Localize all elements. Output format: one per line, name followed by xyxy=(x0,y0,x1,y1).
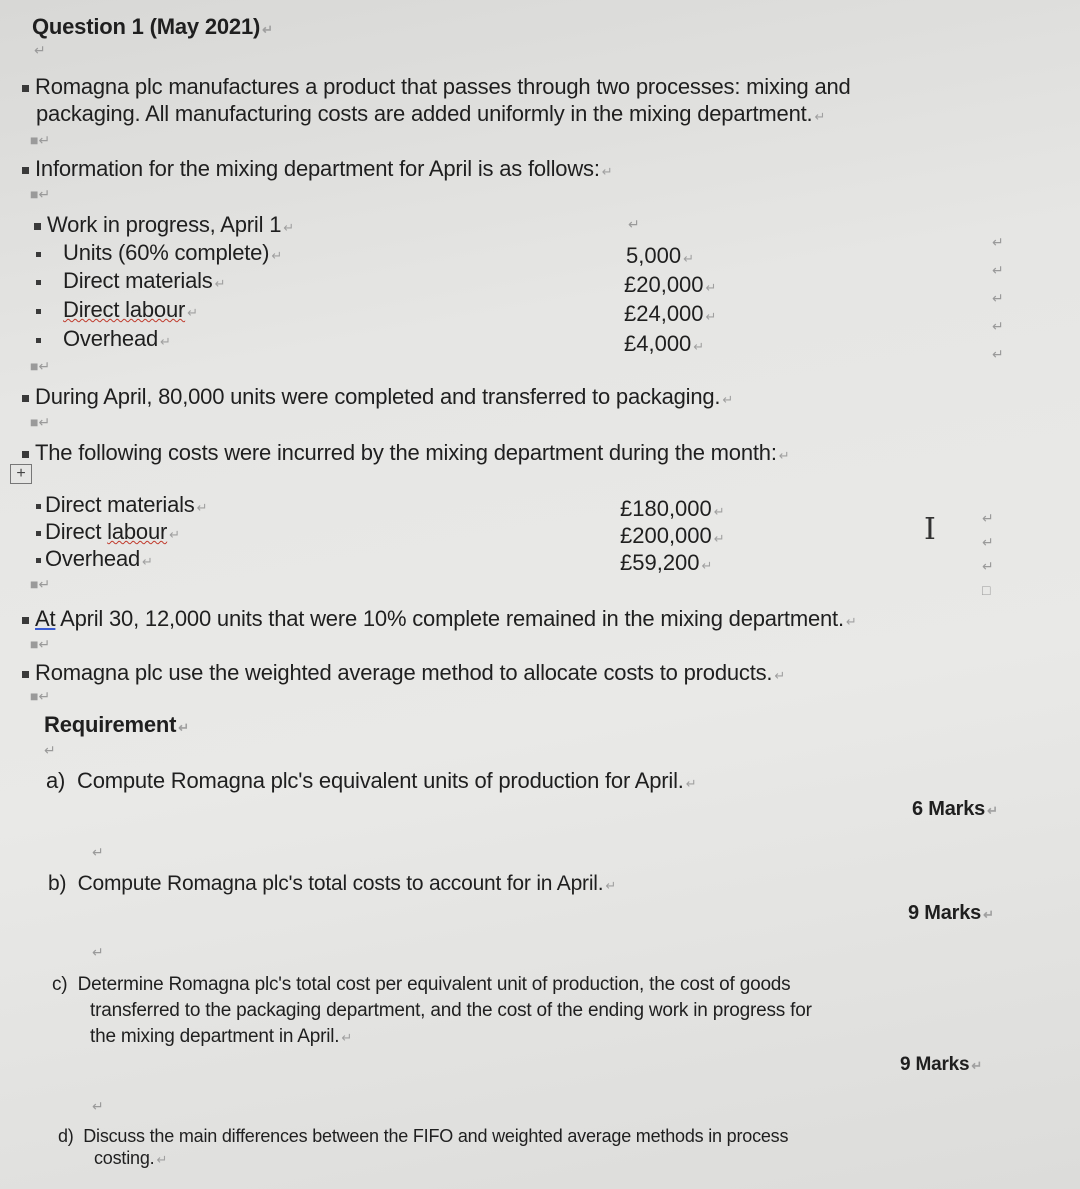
wip-row-units: Units (60% complete) ↵ xyxy=(36,240,282,266)
wip-value-materials: £20,000 ↵ xyxy=(624,272,717,297)
requirement-d-line-2: costing. ↵ xyxy=(94,1148,168,1168)
bullet-icon xyxy=(22,451,29,458)
costs-line: The following costs were incurred by the mixing department during the month: ↵ xyxy=(22,440,789,466)
bullet-icon xyxy=(22,395,29,402)
bullet-icon xyxy=(36,558,41,563)
table-move-handle-icon[interactable]: + xyxy=(10,464,32,484)
question-title: Question 1 (May 2021) ↵ xyxy=(32,14,273,39)
wip-row-materials: Direct materials ↵ xyxy=(36,268,225,294)
requirement-a: a) Compute Romagna plc's equivalent units of production for April. ↵ xyxy=(46,768,697,793)
bullet-icon xyxy=(22,85,29,92)
completed-line: During April, 80,000 units were completed and transferred to packaging. ↵ xyxy=(22,384,733,410)
bullet-icon xyxy=(22,167,29,174)
bullet-icon xyxy=(36,309,41,314)
paragraph-mark-icon: ■↵ xyxy=(30,132,51,148)
cost-row-overhead: Overhead ↵ xyxy=(36,546,153,572)
info-line: Information for the mixing department for April is as follows: ↵ xyxy=(22,156,612,182)
paragraph-mark-icon: ■↵ xyxy=(30,186,51,202)
bullet-icon xyxy=(36,252,41,257)
requirement-c-line-1: c) Determine Romagna plc's total cost per equivalent unit of production, the cost of goods xyxy=(52,974,791,995)
requirement-b: b) Compute Romagna plc's total costs to account for in April. ↵ xyxy=(48,872,617,895)
cost-row-labour: Direct labour ↵ xyxy=(36,519,180,545)
paragraph-mark-icon: ↵ xyxy=(92,944,104,960)
paragraph-mark-icon: ■↵ xyxy=(30,576,51,592)
bullet-icon xyxy=(36,531,41,536)
cost-value-overhead: £59,200 ↵ xyxy=(620,550,713,575)
requirement-c-line-3: the mixing department in April. ↵ xyxy=(90,1026,353,1047)
marks-c: 9 Marks ↵ xyxy=(900,1054,983,1075)
paragraph-mark-icon: ↵ xyxy=(628,216,640,232)
bullet-icon xyxy=(34,223,41,230)
wip-value-labour: £24,000 ↵ xyxy=(624,301,717,326)
wip-heading: Work in progress, April 1 ↵ xyxy=(34,212,294,238)
bullet-icon xyxy=(36,504,41,509)
cost-value-materials: £180,000 ↵ xyxy=(620,496,725,521)
paragraph-mark-icon: ■↵ xyxy=(30,688,51,704)
marks-b: 9 Marks ↵ xyxy=(908,902,994,924)
marks-a: 6 Marks ↵ xyxy=(912,798,998,820)
paragraph-mark-icon: ■↵ xyxy=(30,358,51,374)
paragraph-mark-icon: ↵ xyxy=(92,844,104,860)
bullet-icon xyxy=(22,671,29,678)
labour-word: labour xyxy=(107,519,168,544)
cost-value-labour: £200,000 ↵ xyxy=(620,523,725,548)
cell-marks-icon: ↵ ↵ ↵ ↵ ↵ xyxy=(992,234,1004,362)
wip-value-overhead: £4,000 ↵ xyxy=(624,331,705,356)
text-cursor-icon: I xyxy=(924,512,936,547)
paragraph-mark-icon: ■↵ xyxy=(30,636,51,652)
requirement-d-line-1: d) Discuss the main differences between the FIFO and weighted average methods in process xyxy=(58,1126,789,1146)
requirement-c-line-2: transferred to the packaging department, and the cost of the ending work in progress for xyxy=(90,1000,812,1021)
paragraph-mark-icon: ↵ xyxy=(34,42,46,58)
bullet-icon xyxy=(22,617,29,624)
paragraph-mark-icon: ↵ xyxy=(44,742,56,758)
cell-marks-icon: ↵ ↵ ↵ □ xyxy=(982,510,994,598)
paragraph-mark-icon: ↵ xyxy=(92,1098,104,1114)
intro-line-2: packaging. All manufacturing costs are added uniformly in the mixing department. ↵ xyxy=(36,101,826,126)
paragraph-mark-icon: ■↵ xyxy=(30,414,51,430)
intro-line-1: Romagna plc manufactures a product that passes through two processes: mixing and xyxy=(22,74,851,100)
wip-row-overhead: Overhead ↵ xyxy=(36,326,171,352)
method-line: Romagna plc use the weighted average method to allocate costs to products. ↵ xyxy=(22,660,785,686)
requirement-heading: Requirement ↵ xyxy=(44,712,189,737)
bullet-icon xyxy=(36,280,41,285)
ending-line: At April 30, 12,000 units that were 10% complete remained in the mixing department. ↵ xyxy=(22,606,857,632)
wip-row-labour: Direct labour ↵ xyxy=(36,297,198,323)
wip-value-units: 5,000 ↵ xyxy=(626,243,694,268)
bullet-icon xyxy=(36,338,41,343)
cost-row-materials: Direct materials ↵ xyxy=(36,492,207,518)
